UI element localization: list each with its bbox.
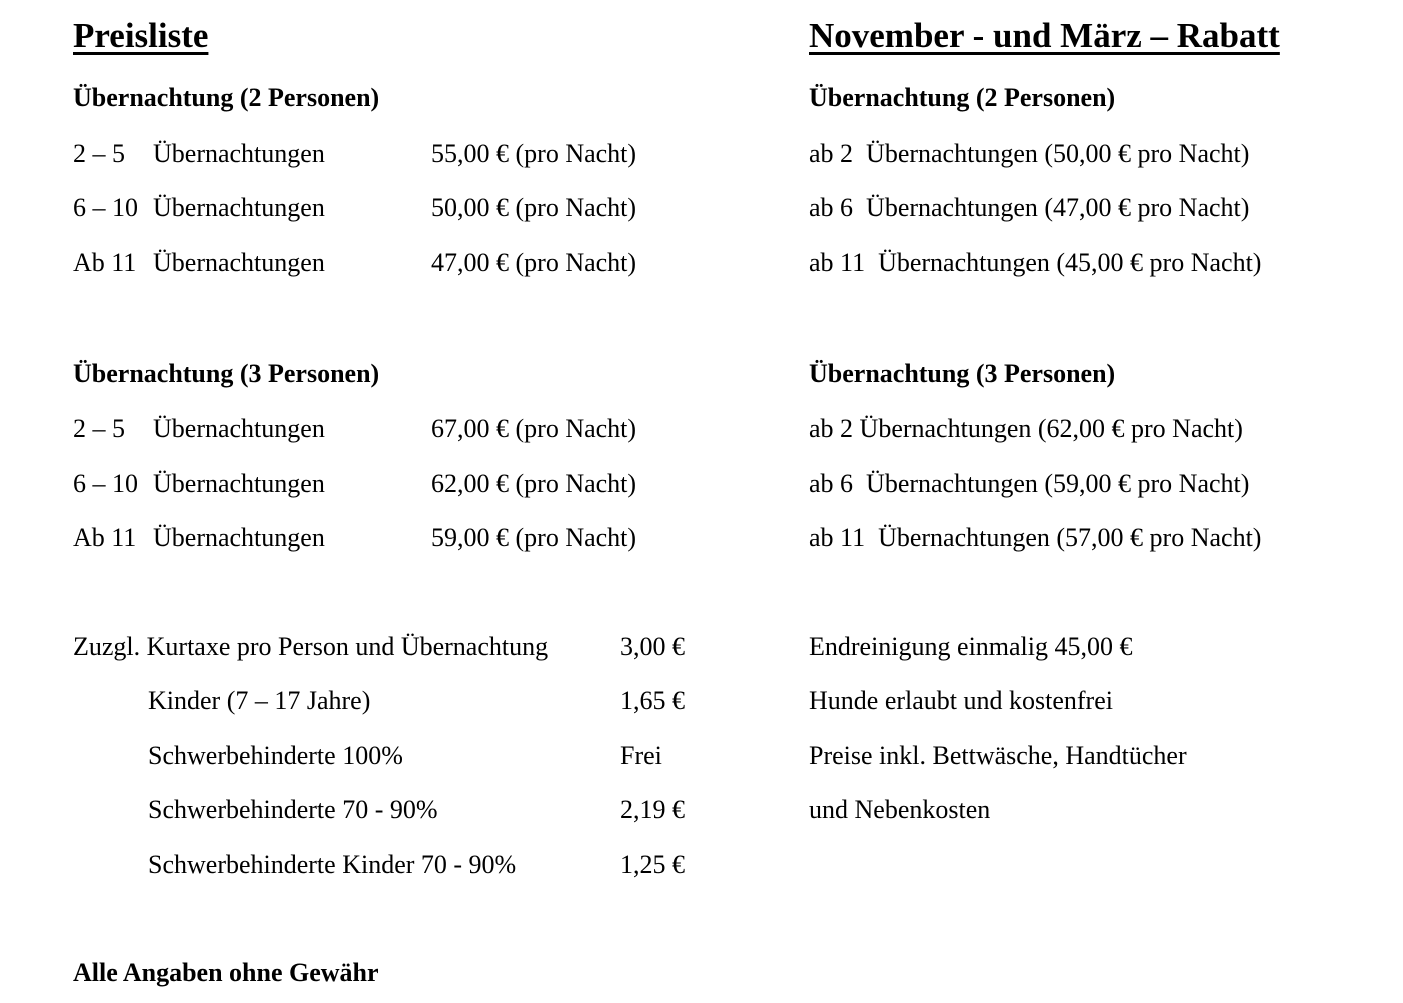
row-price: 55,00 € (pro Nacht) <box>431 139 637 168</box>
row-label: Übernachtungen <box>153 248 325 277</box>
note: Endreinigung einmalig 45,00 € <box>809 632 1133 661</box>
fee-value: 2,19 € <box>620 795 685 824</box>
row-range: 2 – 5 <box>73 139 125 168</box>
section-heading-2-persons: Übernachtung (2 Personen) <box>73 83 380 112</box>
row-label: Übernachtungen <box>153 193 325 222</box>
section-heading-3-persons: Übernachtung (3 Personen) <box>73 359 380 388</box>
fee-label: Schwerbehinderte 70 - 90% <box>148 795 438 824</box>
row-label: Übernachtungen <box>153 469 325 498</box>
fee-value: 1,25 € <box>620 850 685 879</box>
discount-row: ab 2 Übernachtungen (62,00 € pro Nacht) <box>809 414 1243 443</box>
fee-label: Schwerbehinderte Kinder 70 - 90% <box>148 850 517 879</box>
row-price: 59,00 € (pro Nacht) <box>431 523 637 552</box>
price-list-title: Preisliste <box>73 16 209 55</box>
note: Hunde erlaubt und kostenfrei <box>809 686 1113 715</box>
discount-row: ab 6 Übernachtungen (59,00 € pro Nacht) <box>809 469 1250 498</box>
fee-value: Frei <box>620 741 662 770</box>
row-label: Übernachtungen <box>153 523 325 552</box>
fee-label: Zuzgl. Kurtaxe pro Person und Übernachtung <box>73 632 549 661</box>
discount-heading-3-persons: Übernachtung (3 Personen) <box>809 359 1116 388</box>
fee-label: Schwerbehinderte 100% <box>148 741 403 770</box>
fee-value: 3,00 € <box>620 632 685 661</box>
row-price: 47,00 € (pro Nacht) <box>431 248 637 277</box>
row-price: 62,00 € (pro Nacht) <box>431 469 637 498</box>
row-range: Ab 11 <box>73 248 137 277</box>
row-range: 6 – 10 <box>73 469 138 498</box>
discount-title: November - und März – Rabatt <box>809 16 1280 55</box>
disclaimer: Alle Angaben ohne Gewähr <box>73 958 379 987</box>
discount-row: ab 11 Übernachtungen (57,00 € pro Nacht) <box>809 523 1262 552</box>
row-range: 6 – 10 <box>73 193 138 222</box>
note: Preise inkl. Bettwäsche, Handtücher <box>809 741 1187 770</box>
discount-row: ab 6 Übernachtungen (47,00 € pro Nacht) <box>809 193 1250 222</box>
row-price: 67,00 € (pro Nacht) <box>431 414 637 443</box>
fee-value: 1,65 € <box>620 686 685 715</box>
discount-heading-2-persons: Übernachtung (2 Personen) <box>809 83 1116 112</box>
discount-row: ab 11 Übernachtungen (45,00 € pro Nacht) <box>809 248 1262 277</box>
row-range: Ab 11 <box>73 523 137 552</box>
note: und Nebenkosten <box>809 795 991 824</box>
row-range: 2 – 5 <box>73 414 125 443</box>
row-label: Übernachtungen <box>153 414 325 443</box>
discount-row: ab 2 Übernachtungen (50,00 € pro Nacht) <box>809 139 1250 168</box>
row-price: 50,00 € (pro Nacht) <box>431 193 637 222</box>
fee-label: Kinder (7 – 17 Jahre) <box>148 686 371 715</box>
row-label: Übernachtungen <box>153 139 325 168</box>
